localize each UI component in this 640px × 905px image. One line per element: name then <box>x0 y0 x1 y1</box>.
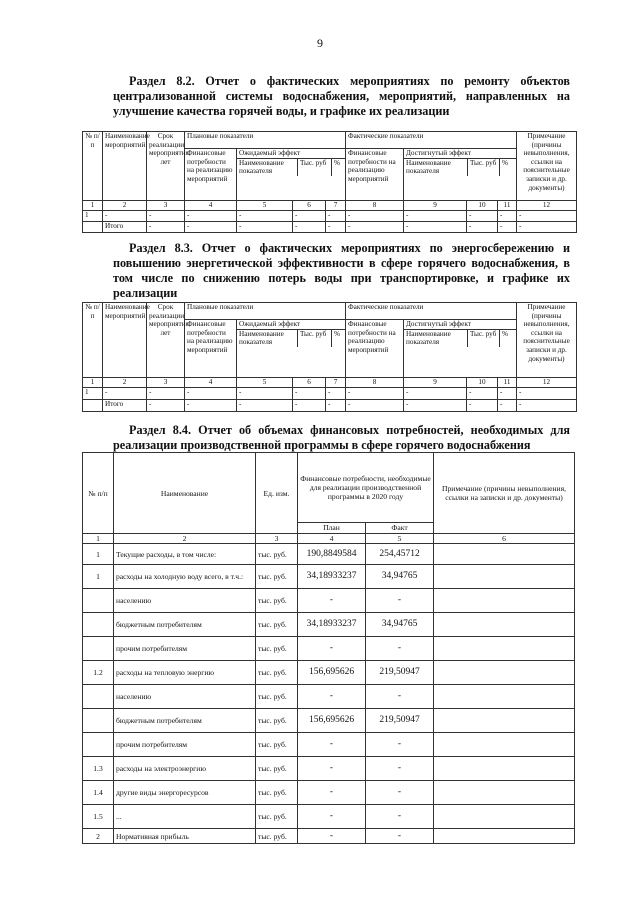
row-unit: тыс. руб. <box>256 661 298 685</box>
row-unit: тыс. руб. <box>256 637 298 661</box>
cell: - <box>237 387 293 399</box>
cell: - <box>293 210 326 221</box>
row-fact: - <box>366 637 434 661</box>
col-number: 5 <box>366 534 434 544</box>
row-fact: 34,94765 <box>366 613 434 637</box>
col-number: 2 <box>114 534 256 544</box>
col-header-name: Наименование мероприятий <box>103 132 147 201</box>
table-row <box>83 829 575 844</box>
col-header-fin: Финансовые потребности на реализацию мероприятий <box>185 149 237 201</box>
table-row <box>83 661 575 685</box>
table-row <box>83 685 575 709</box>
row-num: 1.4 <box>83 781 114 805</box>
cell: - <box>404 210 467 221</box>
row-fact: 34,94765 <box>366 565 434 589</box>
col-header-plan: План <box>298 523 366 534</box>
cell: - <box>346 221 404 232</box>
row-note <box>434 613 575 637</box>
row-note <box>434 565 575 589</box>
row-note <box>434 781 575 805</box>
cell: - <box>467 399 498 411</box>
col-number: 3 <box>147 201 185 211</box>
col-number: 6 <box>293 378 326 388</box>
cell: - <box>103 387 147 399</box>
table-row <box>83 544 575 565</box>
total-label: Итого <box>103 221 147 232</box>
row-name: расходы на электроэнергию <box>114 757 256 781</box>
col-number: 11 <box>498 378 517 388</box>
row-name: прочим потребителям <box>114 637 256 661</box>
col-number: 12 <box>517 378 577 388</box>
col-header-pct: % <box>331 330 345 347</box>
col-header-num: № п/п <box>83 132 103 201</box>
row-unit: тыс. руб. <box>256 544 298 565</box>
col-header-fin-fact: Финансовые потребности на реализацию мероприятий <box>346 320 404 378</box>
row-name: бюджетным потребителям <box>114 709 256 733</box>
table-row <box>83 565 575 589</box>
table-row <box>83 805 575 829</box>
row-unit: тыс. руб. <box>256 709 298 733</box>
cell: - <box>404 221 467 232</box>
col-header-pct-fact: % <box>499 330 516 347</box>
col-header-ths-fact: Тыс. руб <box>467 159 499 176</box>
events-table-8-3 <box>82 302 577 412</box>
col-number: 11 <box>498 201 517 211</box>
row-num <box>83 613 114 637</box>
row-note <box>434 757 575 781</box>
col-number: 5 <box>237 378 293 388</box>
cell: - <box>326 387 346 399</box>
col-header-fin: Финансовые потребности на реализацию мероприятий <box>185 320 237 378</box>
row-plan: 190,8849584 <box>298 544 366 565</box>
row-name: расходы на холодную воду всего, в т.ч.: <box>114 565 256 589</box>
cell: - <box>517 399 577 411</box>
col-header-pct-fact: % <box>499 159 516 176</box>
col-header-plan: Плановые показатели <box>185 303 346 320</box>
row-plan: - <box>298 829 366 844</box>
row-plan: - <box>298 757 366 781</box>
col-number: 3 <box>256 534 298 544</box>
row-note <box>434 589 575 613</box>
table-row-total <box>83 399 577 411</box>
cell: - <box>467 387 498 399</box>
col-number: 2 <box>103 201 147 211</box>
table-row <box>83 733 575 757</box>
col-number: 1 <box>83 378 103 388</box>
row-note <box>434 685 575 709</box>
section-title-8-4: Раздел 8.4. Отчет об объемах финансовых потребностей, необходимых для реализации производственной программы в сфере горячего водоснабжения <box>113 423 570 452</box>
cell: - <box>237 221 293 232</box>
cell: - <box>326 399 346 411</box>
row-plan: - <box>298 781 366 805</box>
col-number: 6 <box>434 534 575 544</box>
row-note <box>434 709 575 733</box>
col-header-ths-fact: Тыс. руб <box>467 330 499 347</box>
table-row <box>83 387 577 399</box>
cell: - <box>517 221 577 232</box>
row-fact: 254,45712 <box>366 544 434 565</box>
row-fact: - <box>366 805 434 829</box>
col-header-fact: Факт <box>366 523 434 534</box>
col-header-name: Наименование <box>114 453 256 534</box>
row-num: 1 <box>83 387 103 399</box>
col-number: 4 <box>185 201 237 211</box>
table-row <box>83 589 575 613</box>
col-number: 4 <box>185 378 237 388</box>
row-unit: тыс. руб. <box>256 589 298 613</box>
col-header-ind-name-fact: Наименование показателя <box>406 329 451 347</box>
row-unit: тыс. руб. <box>256 829 298 844</box>
col-number: 2 <box>103 378 147 388</box>
col-header-ind-name: Наименование показателя <box>239 158 284 176</box>
col-number: 10 <box>467 378 498 388</box>
col-header-ind-name: Наименование показателя <box>239 329 284 347</box>
row-unit: тыс. руб. <box>256 757 298 781</box>
table-row <box>83 613 575 637</box>
col-number: 7 <box>326 201 346 211</box>
cell: - <box>293 399 326 411</box>
cell: - <box>326 221 346 232</box>
cell: - <box>237 399 293 411</box>
col-header-fin: Финансовые потребности, необходимые для реализации производственной программы в 2020 году <box>298 453 434 523</box>
cell: - <box>498 221 517 232</box>
table-row <box>83 757 575 781</box>
row-plan: - <box>298 685 366 709</box>
cell: - <box>517 210 577 221</box>
col-header-num: № п/п <box>83 303 103 378</box>
row-num <box>83 589 114 613</box>
row-plan: 34,18933237 <box>298 613 366 637</box>
row-plan: - <box>298 589 366 613</box>
row-num <box>83 637 114 661</box>
financial-needs-table <box>82 452 575 844</box>
col-header-term: Срок реализации мероприятия, лет <box>147 132 185 201</box>
col-header-achieved: Достигнутый эффект <box>404 149 516 159</box>
col-number: 8 <box>346 378 404 388</box>
cell: - <box>467 210 498 221</box>
row-unit: тыс. руб. <box>256 805 298 829</box>
col-header-note: Примечание (причины невыполнения, ссылки на пояснительные записки и др. документы) <box>517 303 577 378</box>
cell: - <box>147 221 185 232</box>
row-unit: тыс. руб. <box>256 781 298 805</box>
col-number: 6 <box>293 201 326 211</box>
cell: - <box>147 387 185 399</box>
row-num: 1.3 <box>83 757 114 781</box>
cell: - <box>293 387 326 399</box>
col-header-ths: Тыс. руб <box>297 330 331 347</box>
col-number: 3 <box>147 378 185 388</box>
row-name: Нормативная прибыль <box>114 829 256 844</box>
row-num: 1 <box>83 210 103 221</box>
col-number: 7 <box>326 378 346 388</box>
cell: - <box>346 387 404 399</box>
row-note <box>434 661 575 685</box>
row-plan: 34,18933237 <box>298 565 366 589</box>
row-name: расходы на тепловую энергию <box>114 661 256 685</box>
row-num <box>83 685 114 709</box>
col-header-unit: Ед. изм. <box>256 453 298 534</box>
col-number: 4 <box>298 534 366 544</box>
cell: - <box>237 210 293 221</box>
row-fact: - <box>366 685 434 709</box>
row-plan: - <box>298 805 366 829</box>
section-title-8-2: Раздел 8.2. Отчет о фактических мероприятиях по ремонту объектов централизованной системы водоснабжения, мероприятий, направленных на улучшение качества горячей воды, и графике их реализации <box>113 74 570 118</box>
row-name: другие виды энергоресурсов <box>114 781 256 805</box>
row-name: Текущие расходы, в том числе: <box>114 544 256 565</box>
row-note <box>434 733 575 757</box>
row-num: 1 <box>83 544 114 565</box>
col-header-name: Наименование мероприятий <box>103 303 147 378</box>
cell: - <box>185 399 237 411</box>
page-number: 9 <box>317 36 323 50</box>
row-unit: тыс. руб. <box>256 733 298 757</box>
row-note <box>434 829 575 844</box>
col-header-achieved: Достигнутый эффект <box>404 320 516 330</box>
row-unit: тыс. руб. <box>256 685 298 709</box>
row-name: ... <box>114 805 256 829</box>
row-fact: - <box>366 781 434 805</box>
row-plan: 156,695626 <box>298 661 366 685</box>
row-plan: - <box>298 637 366 661</box>
row-fact: - <box>366 733 434 757</box>
cell: - <box>404 387 467 399</box>
row-num <box>83 733 114 757</box>
row-fact: 219,50947 <box>366 709 434 733</box>
col-header-term: Срок реализации мероприятия, лет <box>147 303 185 378</box>
cell: - <box>103 210 147 221</box>
row-name: населению <box>114 685 256 709</box>
col-header-plan: Плановые показатели <box>185 132 346 149</box>
row-fact: 219,50947 <box>366 661 434 685</box>
row-plan: 156,695626 <box>298 709 366 733</box>
col-number: 9 <box>404 378 467 388</box>
col-header-pct: % <box>331 159 345 176</box>
cell: - <box>404 399 467 411</box>
col-number: 12 <box>517 201 577 211</box>
cell: - <box>293 221 326 232</box>
cell: - <box>498 399 517 411</box>
events-table-8-2 <box>82 131 577 233</box>
col-number: 10 <box>467 201 498 211</box>
table-row <box>83 210 577 221</box>
col-number: 9 <box>404 201 467 211</box>
col-number: 5 <box>237 201 293 211</box>
row-note <box>434 544 575 565</box>
row-name: прочим потребителям <box>114 733 256 757</box>
col-header-fin-fact: Финансовые потребности на реализацию мероприятий <box>346 149 404 201</box>
cell: - <box>147 210 185 221</box>
cell: - <box>346 399 404 411</box>
row-num: 1.2 <box>83 661 114 685</box>
col-header-fact: Фактические показатели <box>346 303 517 320</box>
col-number: 1 <box>83 201 103 211</box>
col-header-fact: Фактические показатели <box>346 132 517 149</box>
col-header-note: Примечание (причины невыполнения, ссылки на пояснительные записки и др. документы) <box>517 132 577 201</box>
table-row <box>83 637 575 661</box>
cell: - <box>185 210 237 221</box>
cell: - <box>498 387 517 399</box>
cell: - <box>185 387 237 399</box>
row-num: 2 <box>83 829 114 844</box>
col-number: 8 <box>346 201 404 211</box>
table-row <box>83 709 575 733</box>
table-row <box>83 781 575 805</box>
row-fact: - <box>366 757 434 781</box>
row-fact: - <box>366 829 434 844</box>
row-name: населению <box>114 589 256 613</box>
cell: - <box>498 210 517 221</box>
section-title-8-3: Раздел 8.3. Отчет о фактических мероприятиях по энергосбережению и повышению энергетической эффективности в сфере горячего водоснабжения, в том числе по снижению потерь воды при транспортировке, и графике их реализации <box>113 241 570 300</box>
total-label: Итого <box>103 399 147 411</box>
row-plan: - <box>298 733 366 757</box>
row-unit: тыс. руб. <box>256 613 298 637</box>
row-name: бюджетным потребителям <box>114 613 256 637</box>
row-num: 1 <box>83 565 114 589</box>
col-header-note: Примечание (причины невыполнения, ссылки на записки и др. документы) <box>434 453 575 534</box>
cell: - <box>326 210 346 221</box>
row-fact: - <box>366 589 434 613</box>
col-header-expected: Ожидаемый эффект <box>237 149 345 159</box>
col-header-ind-name-fact: Наименование показателя <box>406 158 451 176</box>
row-unit: тыс. руб. <box>256 565 298 589</box>
cell: - <box>346 210 404 221</box>
table-row-total <box>83 221 577 232</box>
cell: - <box>147 399 185 411</box>
row-note <box>434 805 575 829</box>
cell: - <box>517 387 577 399</box>
row-note <box>434 637 575 661</box>
cell: - <box>185 221 237 232</box>
row-num: 1.5 <box>83 805 114 829</box>
row-num <box>83 709 114 733</box>
col-number: 1 <box>83 534 114 544</box>
col-header-expected: Ожидаемый эффект <box>237 320 345 330</box>
col-header-ths: Тыс. руб <box>297 159 331 176</box>
cell: - <box>467 221 498 232</box>
col-header-num: № п/п <box>83 453 114 534</box>
